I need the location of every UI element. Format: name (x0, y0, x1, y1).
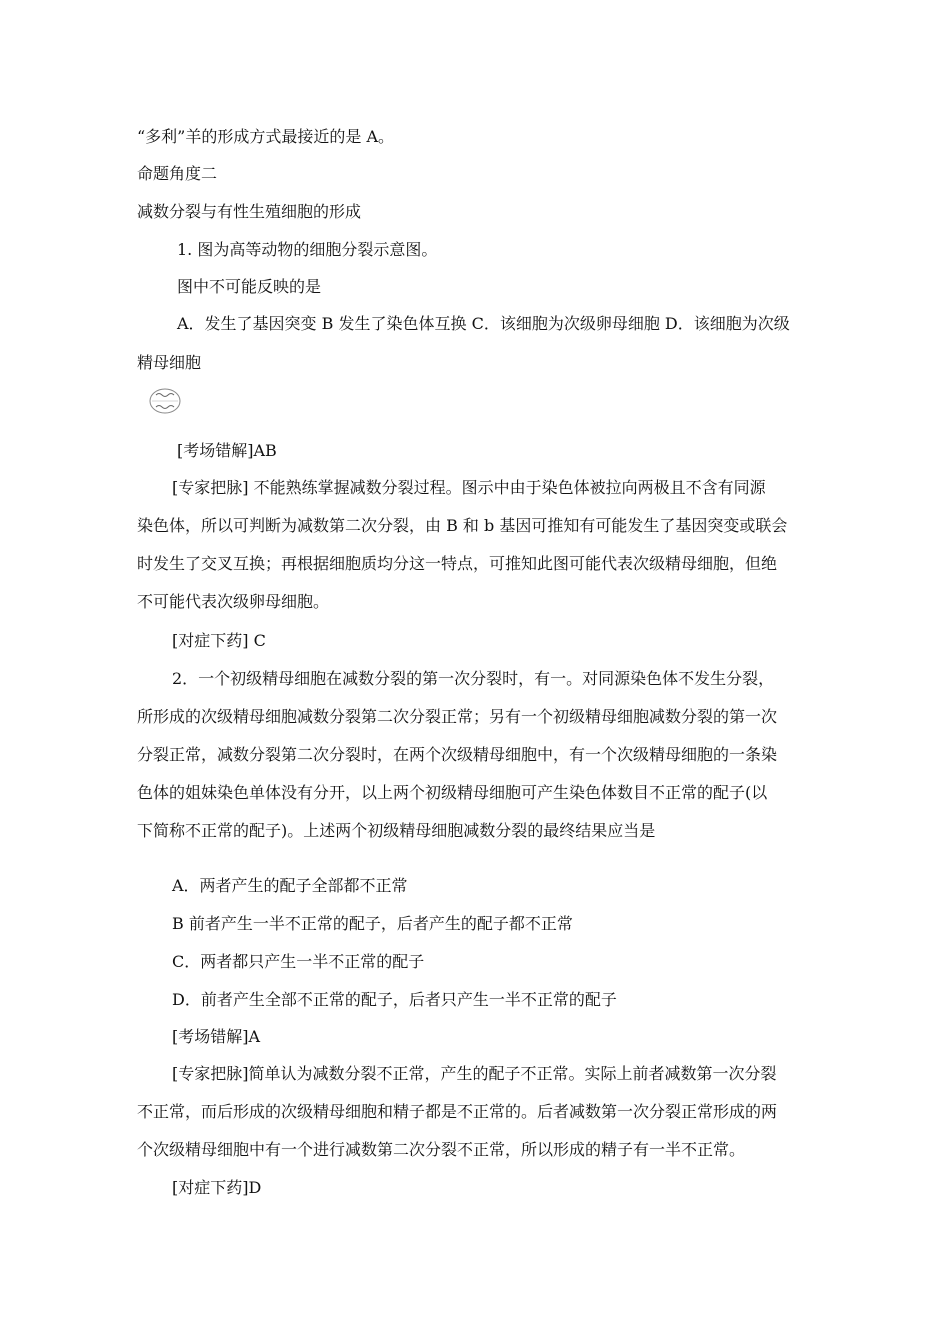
question-1: 1. 图为高等动物的细胞分裂示意图。 (177, 240, 438, 259)
question-1-options: A．发生了基因突变 B 发生了染色体互换 C．该细胞为次级卵母细胞 D．该细胞为次级 (177, 314, 790, 333)
cell-division-figure (148, 386, 182, 416)
question-1-prompt: 图中不可能反映的是 (177, 277, 322, 296)
correct-answer-2: [对症下药]D (172, 1178, 262, 1197)
wrong-answer-2: [考场错解]A (172, 1027, 261, 1046)
correct-answer-1: [对症下药] C (172, 631, 266, 650)
section-subheading: 减数分裂与有性生殖细胞的形成 (137, 202, 362, 221)
option-b: B 前者产生一半不正常的配子，后者产生的配子都不正常 (172, 914, 573, 933)
expert-analysis-2: [专家把脉]简单认为减数分裂不正常，产生的配子不正常。实际上前者减数第一次分裂 (172, 1064, 777, 1083)
option-c: C．两者都只产生一半不正常的配子 (172, 952, 425, 971)
text-line: 所形成的次级精母细胞减数分裂第二次分裂正常；另有一个初级精母细胞减数分裂的第一次 (137, 707, 778, 726)
text-line: 下简称不正常的配子)。上述两个初级精母细胞减数分裂的最终结果应当是 (137, 821, 656, 840)
text-line: “多利”羊的形成方式最接近的是 A。 (137, 127, 395, 146)
section-heading: 命题角度二 (137, 164, 218, 183)
option-a: A．两者产生的配子全部都不正常 (172, 876, 408, 895)
text-line: 分裂正常，减数分裂第二次分裂时，在两个次级精母细胞中，有一个次级精母细胞的一条染 (137, 745, 778, 764)
option-d: D．前者产生全部不正常的配子，后者只产生一半不正常的配子 (172, 990, 617, 1009)
question-2: 2．一个初级精母细胞在减数分裂的第一次分裂时，有一。对同源染色体不发生分裂， (172, 669, 775, 688)
text-line: 个次级精母细胞中有一个进行减数第二次分裂不正常，所以形成的精子有一半不正常。 (137, 1140, 746, 1159)
text-line: 染色体，所以可判断为减数第二次分裂，由 B 和 b 基因可推知有可能发生了基因突变或联会 (137, 516, 788, 535)
expert-analysis-1: [专家把脉] 不能熟练掌握减数分裂过程。图示中由于染色体被拉向两极且不含有同源 (172, 478, 766, 497)
text-line: 色体的姐妹染色单体没有分开，以上两个初级精母细胞可产生染色体数目不正常的配子(以 (137, 783, 768, 802)
text-line: 不可能代表次级卵母细胞。 (137, 592, 330, 611)
question-1-options-cont: 精母细胞 (137, 353, 202, 372)
wrong-answer-1: [考场错解]AB (177, 441, 277, 460)
text-line: 时发生了交叉互换；再根据细胞质均分这一特点，可推知此图可能代表次级精母细胞，但绝 (137, 554, 778, 573)
text-line: 不正常，而后形成的次级精母细胞和精子都是不正常的。后者减数第一次分裂正常形成的两 (137, 1102, 778, 1121)
